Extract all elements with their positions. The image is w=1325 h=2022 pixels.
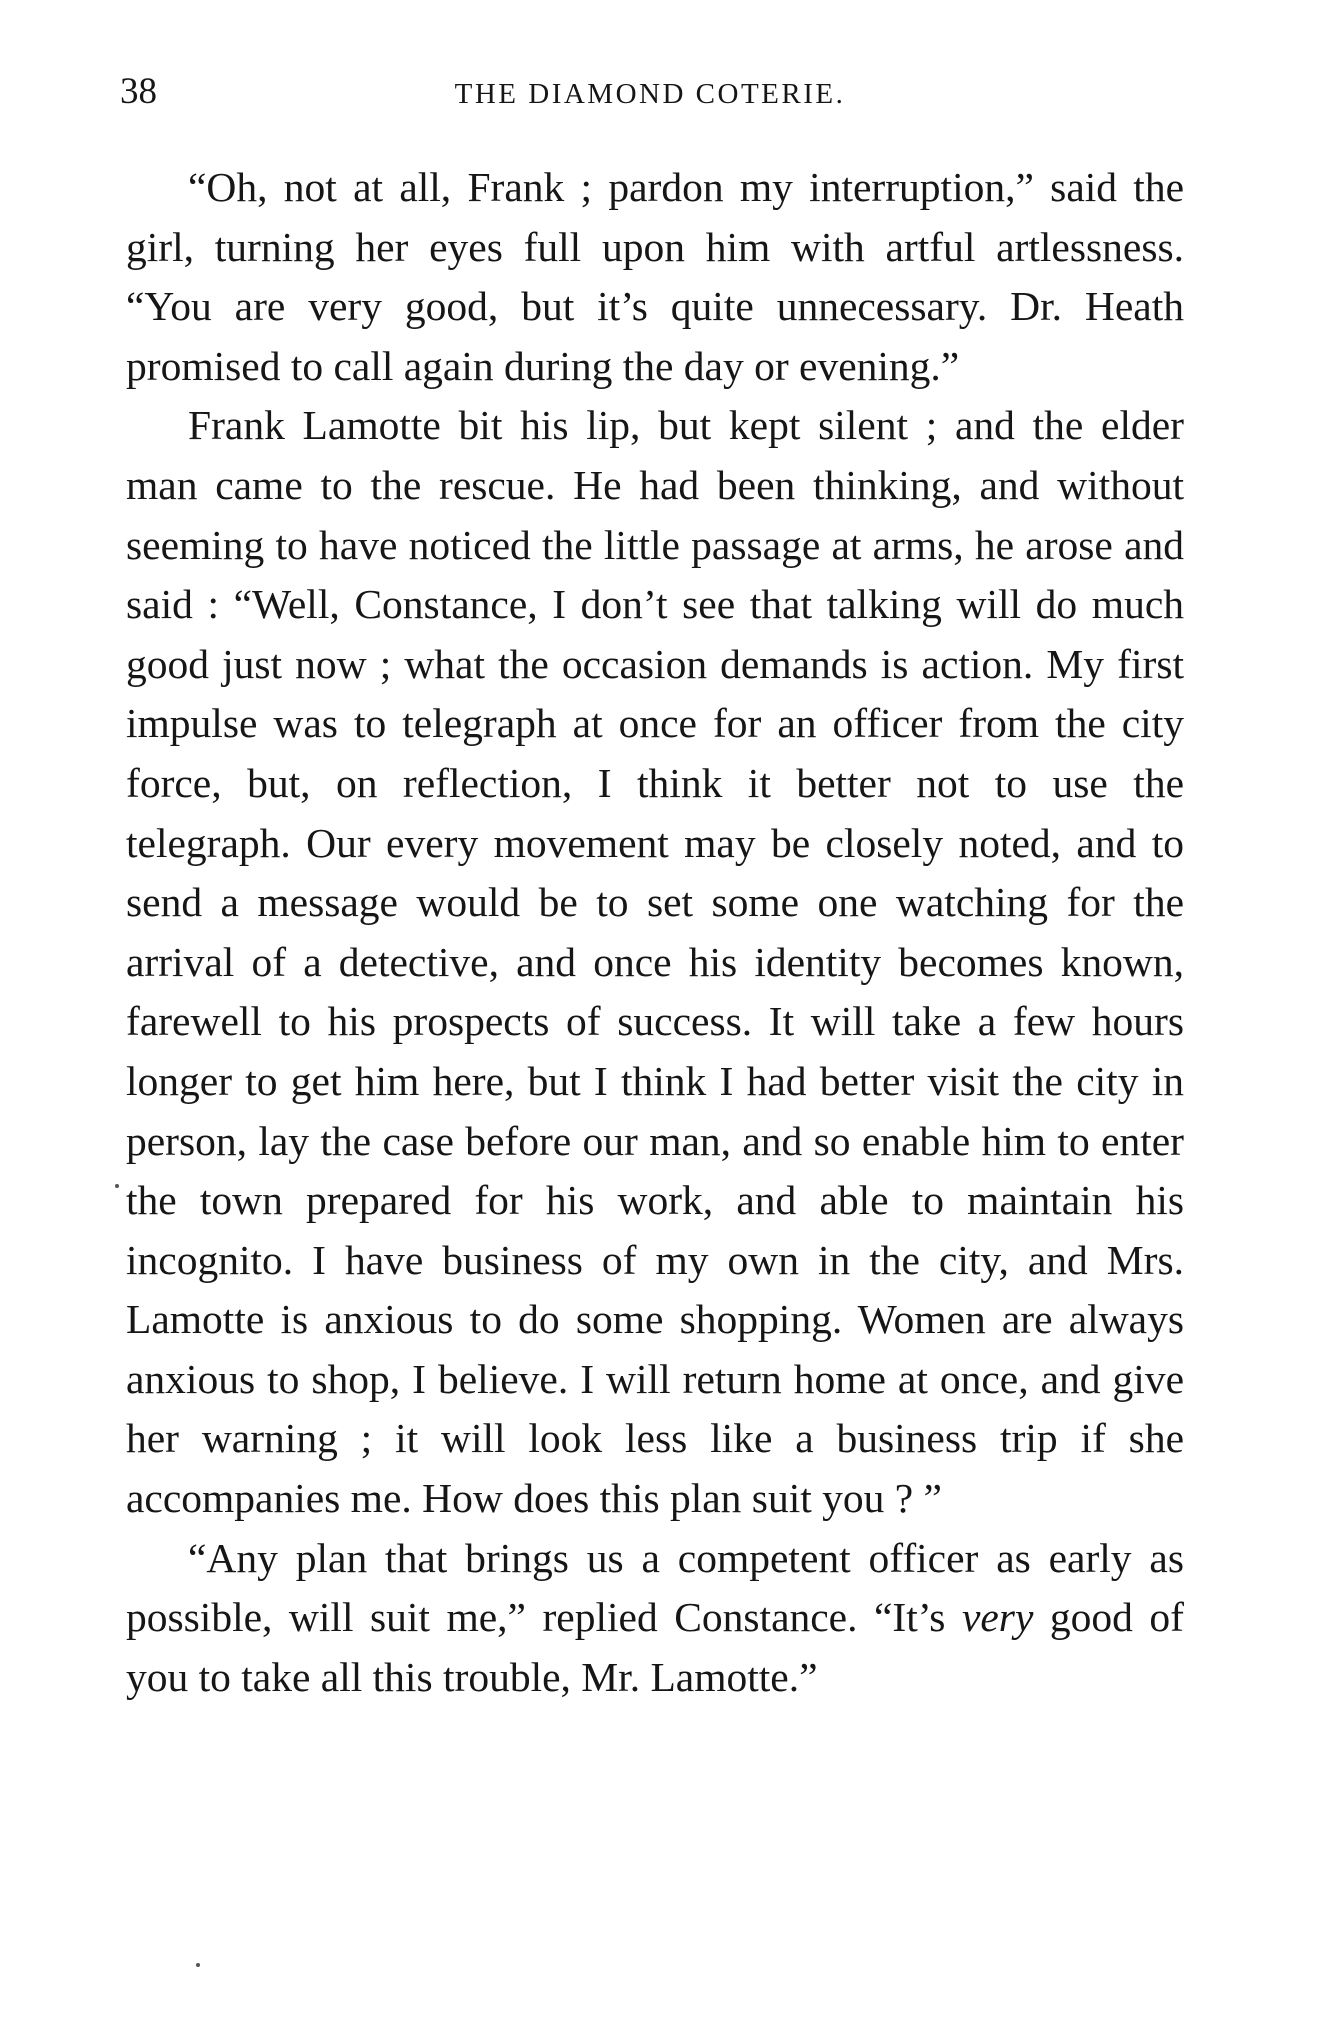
paragraph-3-text-before: “Any plan that brings us a competent officer as early as possible, will suit me,” replied Constance. “It’s bbox=[126, 1534, 1184, 1641]
paragraph-3-text-after: good of you to take all this trouble, Mr. Lamotte.” bbox=[126, 1594, 1184, 1700]
page-header bbox=[120, 68, 1180, 116]
paragraph-1: “Oh, not at all, Frank ; pardon my interruption,” said the girl, turning her eyes full upon him with artful artlessness. “You are very good, but it’s quite unnecessary. Dr. Heath promised to call again during the day or evening.” bbox=[126, 164, 1184, 389]
body-text bbox=[126, 158, 1184, 1707]
running-title: THE DIAMOND COTERIE. bbox=[454, 78, 846, 110]
emphasized-word: very bbox=[961, 1594, 1034, 1641]
paragraph-2: Frank Lamotte bit his lip, but kept silent ; and the elder man came to the rescue. He had been thinking, and without seeming to have noticed the little passage at arms, he arose and said : “Well, Constance, I don’t see that talking will do much good just now ; what the occasion demands is action. My first impulse was to telegraph at once for an officer from the city force, but, on reflection, I think it better not to use the telegraph. Our every movement may be closely noted, and to send a message would be to set some one watching for the arrival of a detective, and once his identity becomes known, farewell to his prospects of success. It will take a few hours longer to get him here, but I think I had better visit the city in person, lay the case before our man, and so enable him to enter the town prepared for his work, and able to maintain his incognito. I have business of my own in the city, and Mrs. Lamotte is anxious to do some shopping. Women are always anxious to shop, I believe. I will return home at once, and give her warning ; it will look less like a business trip if she accompanies me. How does this plan suit you ? ” bbox=[126, 402, 1184, 1522]
ink-speck bbox=[115, 1184, 119, 1188]
paragraph-3 bbox=[126, 1529, 1184, 1708]
page-number: 38 bbox=[120, 71, 157, 112]
ink-speck bbox=[196, 1963, 200, 1967]
